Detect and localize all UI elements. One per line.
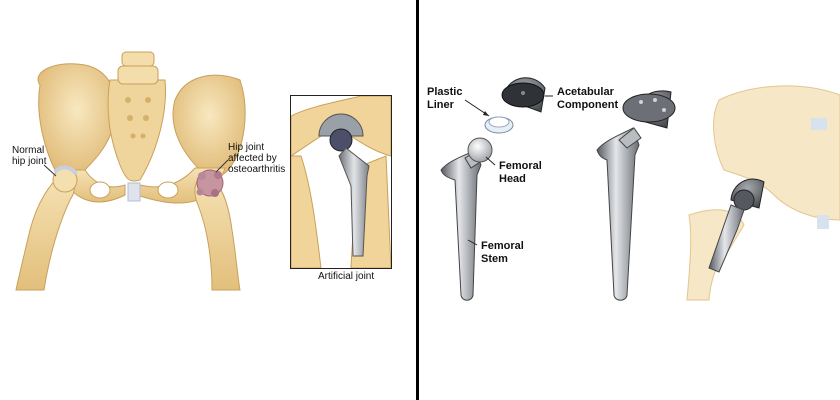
acetabular-component-label: Acetabular Component [557,86,619,111]
exploded-femoral-stem [441,150,481,300]
sacrum [108,80,165,181]
arthritic-hip-joint [197,170,224,197]
artificial-joint-illustration [291,96,391,268]
left-iliac-wing [38,64,116,178]
implant-components-panel [419,0,840,400]
affected-hip-label: Hip joint affected by osteoarthritis [228,142,286,175]
femoral-stem-label: Femoral Stem [481,240,524,265]
exploded-femoral-head [468,138,492,162]
left-obturator-foramen [90,182,110,198]
normal-hip-label: Normal hip joint [12,145,47,167]
artificial-joint-inset [290,95,392,269]
lumbar-vertebra [118,66,158,84]
femoral-head-label: Femoral Head [499,160,542,185]
right-obturator-foramen [158,182,178,198]
artificial-joint-caption: Artificial joint [318,271,375,282]
implant-components-illustration [419,0,840,400]
assembled-acetabular-cup [623,91,675,128]
installed-cartilage [811,118,827,130]
pubic-symphysis [128,183,140,201]
plastic-liner-label: Plastic Liner [427,86,463,111]
acetabular-component-icon [502,78,545,112]
plastic-liner-icon [485,117,513,133]
pelvis-illustration-panel [0,0,416,400]
assembled-femoral-stem [597,128,639,300]
inset-femoral-head [330,129,352,151]
